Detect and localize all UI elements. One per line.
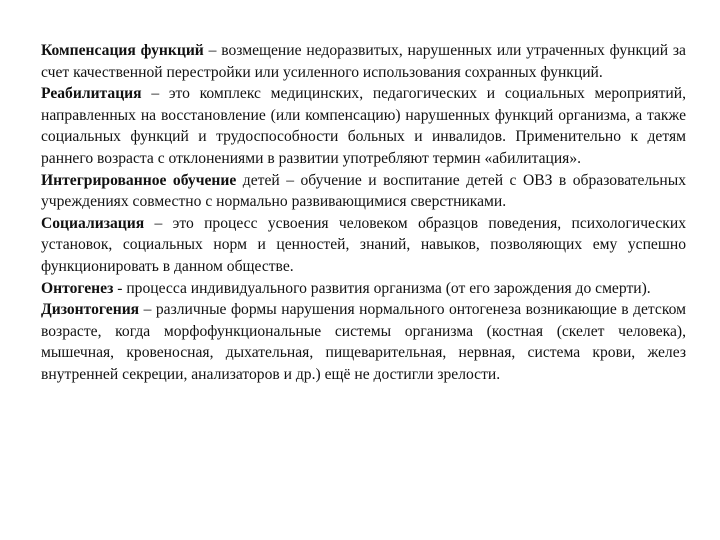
term: Социализация (41, 214, 145, 232)
definition: – различные формы нарушения нормального онтогенеза возникающие в детском возрасте, когда морфофункциональные системы организма (костная (скелет человека), мышечная, кровеносная, дыхательная, пищеварительная, нервная, система крови, желез внутренней секреции, анализаторов и др.) ещё не достигли зрелости. (41, 301, 686, 383)
definition: – это процесс усвоения человеком образцов поведения, психологических установок, социальных норм и ценностей, знаний, навыков, позволяющих ему успешно функционировать в данном обществе. (41, 214, 686, 275)
entry-rehabilitation (41, 83, 686, 169)
definition: - процесса индивидуального развития организма (от его зарождения до смерти). (113, 279, 651, 297)
entry-socialization (41, 213, 686, 278)
term: Интегрированное обучение (41, 171, 237, 189)
term: Онтогенез (41, 279, 114, 297)
entry-compensation (41, 40, 686, 83)
entry-integrated-learning (41, 170, 686, 213)
definition: – возмещение недоразвитых, нарушенных или утраченных функций за счет качественной перестройки или усиленного использования сохранных функций. (41, 42, 686, 81)
term: Дизонтогения (41, 301, 140, 319)
entry-dysontogenesis (41, 299, 686, 385)
definition: детей – обучение и воспитание детей с ОВЗ в образовательных учреждениях совместно с нормально развивающимися сверстниками. (41, 171, 686, 211)
glossary-text (41, 40, 686, 386)
term: Реабилитация (41, 85, 142, 103)
definition: – это комплекс медицинских, педагогических и социальных мероприятий, направленных на восстановление (или компенсацию) нарушенных функций организма, а также социальных функций и трудоспособности больных и инвалидов. Применительно к детям раннего возраста с отклонениями в развитии употребляют термин «абилитация». (41, 85, 686, 167)
entry-ontogenesis (41, 278, 686, 300)
term: Компенсация функций (41, 42, 204, 59)
